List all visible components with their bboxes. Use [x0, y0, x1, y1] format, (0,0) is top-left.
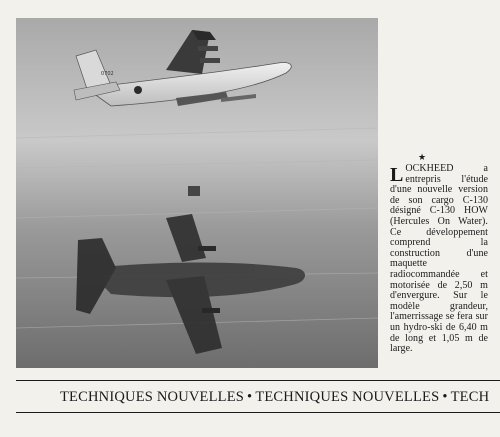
footer-label-3: TECH	[450, 389, 490, 405]
section-footer	[60, 385, 500, 409]
footer-separator-2: •	[442, 389, 448, 405]
article-photo	[16, 18, 378, 368]
seaplane-photo-illustration	[16, 18, 378, 368]
article-paragraph	[390, 160, 488, 355]
drop-cap: L	[390, 164, 404, 186]
article-text	[390, 160, 488, 355]
footer-label-2: TECHNIQUES NOUVELLES	[255, 389, 440, 405]
tail-number: 0702	[101, 71, 114, 77]
footer-rule-bottom	[16, 412, 500, 413]
footer-separator-1: •	[247, 389, 253, 405]
footer-rule-top	[16, 380, 500, 381]
footer-label-1: TECHNIQUES NOUVELLES	[60, 389, 245, 405]
article-marker-icon: ★	[418, 153, 427, 163]
article-body: OCKHEED a entrepris l'étude d'une nouvelle version de son cargo C-130 désigné C-130 HOW (Hercules On Water). Ce développement comprend la construction d'une maquette radiocommandée et motorisée de 2,50 m d'envergure. Sur le modèle grandeur, l'amerrissage se fera sur un hydro-ski de 6,40 m de long et 1,05 m de large.	[390, 163, 488, 355]
